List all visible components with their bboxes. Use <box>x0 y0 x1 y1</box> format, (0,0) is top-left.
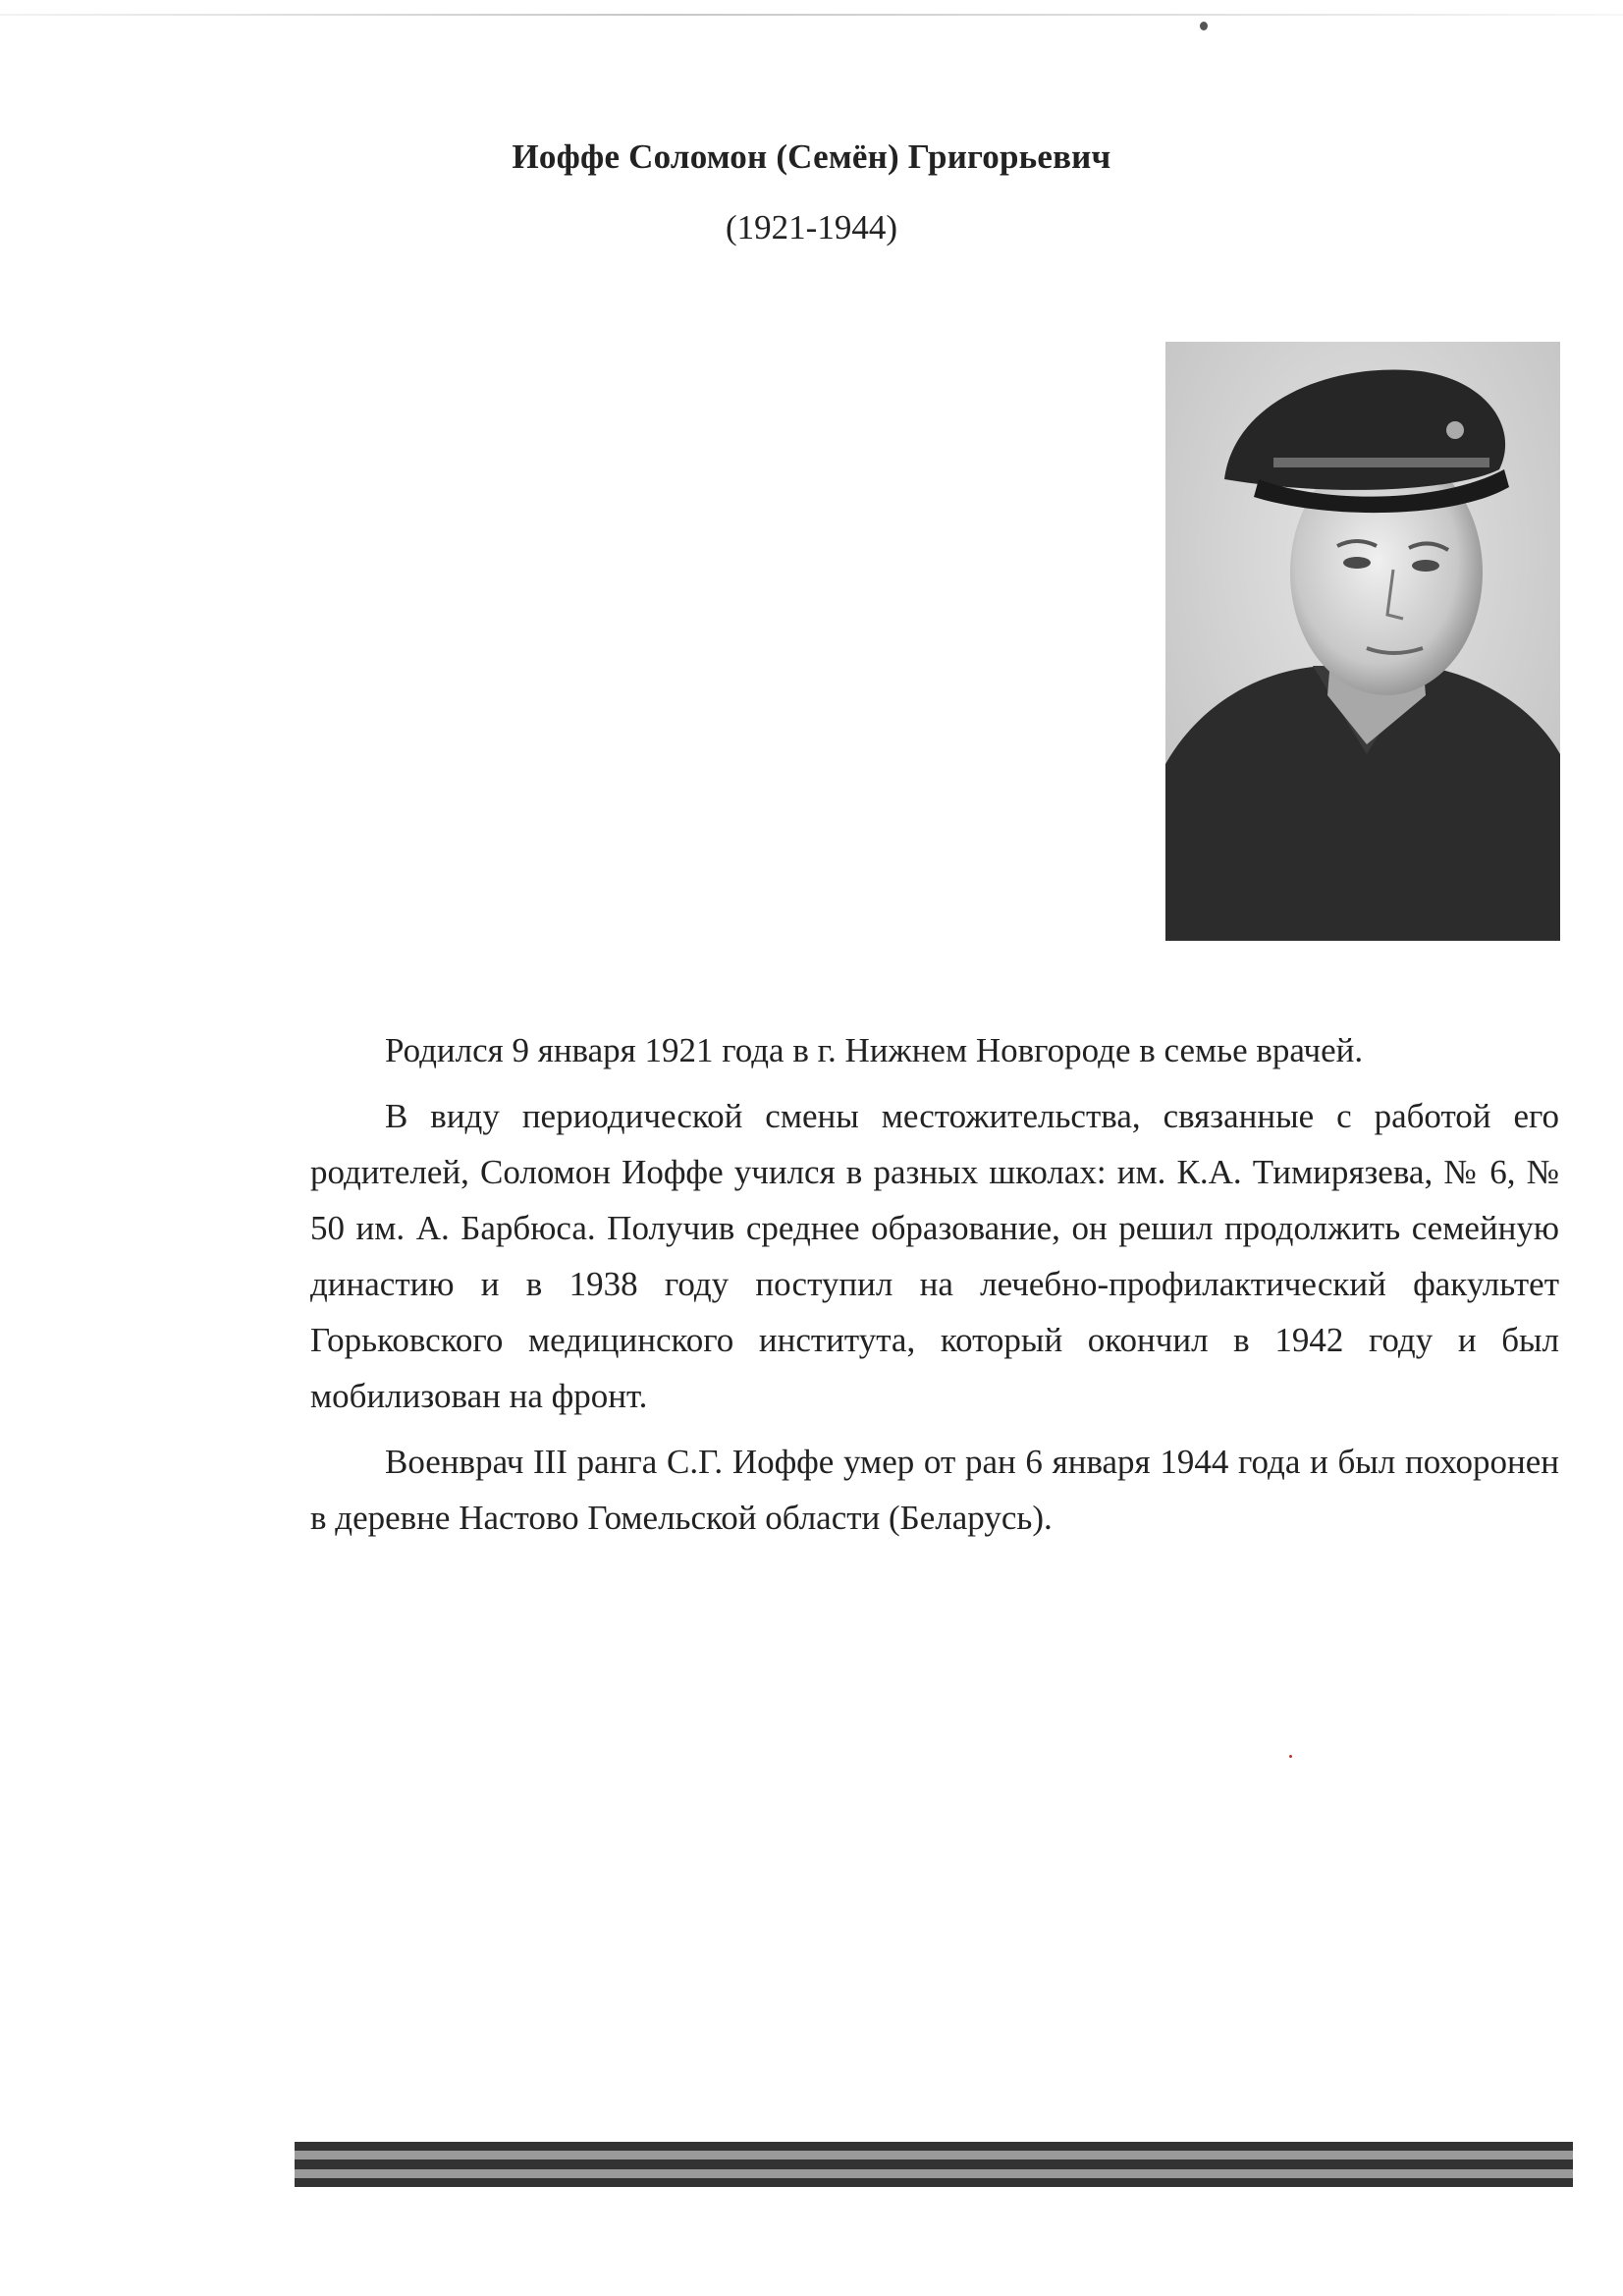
scan-speck <box>1289 1755 1292 1758</box>
ribbon-stripe <box>295 2151 1573 2159</box>
biography-paragraph: Родился 9 января 1921 года в г. Нижнем Новгороде в семье врачей. <box>385 1031 1364 1069</box>
portrait-icon <box>1165 342 1560 941</box>
ribbon-stripe <box>295 2159 1573 2168</box>
scan-speck <box>1200 22 1208 30</box>
biography-paragraph: В виду периодической смены местожительства, связанные с работой его родителей, Соломон Иоффе учился в разных школах: им. К.А. Тимирязева, № 6, № 50 им. А. Барбюса. Получив среднее образование, он решил продолжить семейную династию и в 1938 году поступил на лечебно-профилактический факультет Горьковского медицинского института, который окончил в 1942 году и был мобилизован на фронт. <box>310 1097 1559 1415</box>
portrait-photo <box>1165 342 1560 941</box>
ribbon-stripe <box>295 2169 1573 2178</box>
page-title: Иоффе Соломон (Семён) Григорьевич <box>512 137 1111 176</box>
life-years: (1921-1944) <box>726 208 897 246</box>
scan-edge-line <box>0 14 1623 16</box>
biography-paragraph: Военврач III ранга С.Г. Иоффе умер от ран 6 января 1944 года и был похоронен в деревне Настово Гомельской области (Беларусь). <box>310 1443 1559 1537</box>
ribbon-stripe <box>295 2142 1573 2151</box>
biography-text <box>310 1022 1559 1556</box>
ribbon-stripe <box>295 2178 1573 2187</box>
memorial-ribbon-icon <box>295 2142 1573 2187</box>
